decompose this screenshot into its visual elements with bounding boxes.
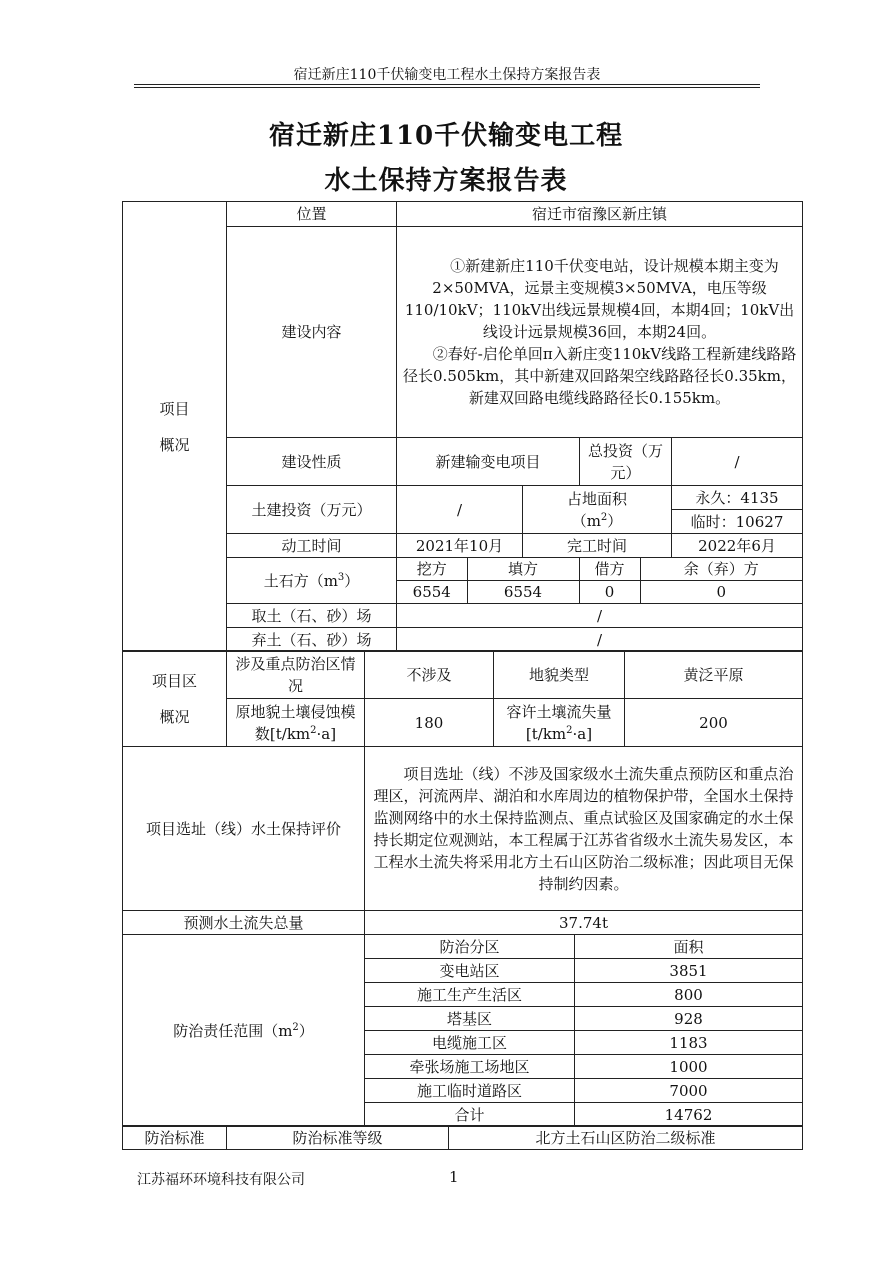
erosion-value: 180 [365, 699, 494, 747]
predicted-loss-value: 37.74t [365, 911, 803, 935]
key-zone-value: 不涉及 [365, 651, 494, 699]
earthwork-label: 土石方$(m^3)$ [227, 558, 397, 604]
land-area-label: 占地面积 $(m^2)$ [523, 486, 672, 534]
zone-area: 1000 [575, 1055, 803, 1079]
project-overview-table [122, 201, 803, 652]
excavation-header: 挖方 [397, 558, 467, 581]
fill-header: 填方 [467, 558, 579, 581]
permanent-area: 永久：4135 [672, 486, 803, 510]
project-area-table [122, 650, 803, 1127]
borrow-site-label: 取土（石、砂）场 [227, 604, 397, 628]
zone-area: 3851 [575, 959, 803, 983]
nature-value: 新建输变电项目 [397, 438, 580, 486]
content-para-2: ②春好-启伦单回π入新庄变110kV线路工程新建线路路径长0.505km，其中新建双回路架空线路路径长0.35km，新建双回路电缆线路路径长0.155km。 [403, 345, 797, 407]
landform-value: 黄泛平原 [625, 651, 803, 699]
footer-company: 江苏福环环境科技有限公司 [137, 1172, 305, 1188]
borrow-site-value: / [397, 604, 803, 628]
allowed-loss-value: 200 [625, 699, 803, 747]
allowed-loss-label: 容许土壤流失量$[t/km^2\cdot a]$ [494, 699, 625, 747]
location-value: 宿迁市宿豫区新庄镇 [397, 202, 803, 227]
total-invest-value: / [672, 438, 803, 486]
zone-total-value: 14762 [575, 1103, 803, 1127]
content-value [397, 227, 803, 438]
zone-area: 1183 [575, 1031, 803, 1055]
header-rule [134, 84, 760, 85]
page-header: 宿迁新庄110千伏输变电工程水土保持方案报告表 [293, 67, 601, 83]
zone-name: 施工生产生活区 [365, 983, 575, 1007]
content-para-1: ①新建新庄110千伏变电站，设计规模本期主变为2×50MVA，远景主变规模3×50MVA，电压等级110/10kV；110kV出线远景规模4回，本期4回；10kV出线设计远景规模36回，本期24回。 [404, 257, 795, 341]
excavation-value: 6554 [397, 581, 467, 604]
borrow-header: 借方 [579, 558, 640, 581]
area-column-header: 面积 [575, 935, 803, 959]
header-rule [134, 87, 760, 88]
predicted-loss-label: 预测水土流失总量 [123, 911, 365, 935]
end-label: 完工时间 [523, 534, 672, 558]
fill-value: 6554 [467, 581, 579, 604]
location-label: 位置 [227, 202, 397, 227]
zone-name: 施工临时道路区 [365, 1079, 575, 1103]
standard-level-value: 北方土石山区防治二级标准 [449, 1126, 803, 1150]
responsibility-label: 防治责任范围$(m^2)$ [123, 935, 365, 1127]
spoil-site-value: / [397, 628, 803, 652]
section-label: 项目 概况 [123, 202, 227, 652]
surplus-value: 0 [716, 583, 727, 601]
zone-area: 928 [575, 1007, 803, 1031]
nature-label: 建设性质 [227, 438, 397, 486]
erosion-label: 原地貌土壤侵蚀模数$[t/km^2\cdot a]$ [227, 699, 365, 747]
landform-label: 地貌类型 [494, 651, 625, 699]
document-subtitle: 水土保持方案报告表 [324, 166, 568, 196]
zone-area: 800 [575, 983, 803, 1007]
civil-invest-label: 土建投资（万元） [227, 486, 397, 534]
evaluation-text: 项目选址（线）不涉及国家级水土流失重点预防区和重点治理区，河流两岸、湖泊和水库周边的植物保护带，全国水土保持监测网络中的水土保持监测点、重点试验区及国家确定的水土保持长期定位观测站，本工程属于江苏省省级水土流失易发区，本工程水土流失将采用北方土石山区防治二级标准；因此项目无保持制约因素。 [365, 747, 803, 911]
key-zone-label: 涉及重点防治区情况 [227, 651, 365, 699]
zone-area: 7000 [575, 1079, 803, 1103]
earthwork-values [397, 558, 803, 604]
zone-name: 变电站区 [365, 959, 575, 983]
page-number: 1 [449, 1168, 459, 1186]
total-invest-label: 总投资（万元） [580, 438, 672, 486]
spoil-site-label: 弃土（石、砂）场 [227, 628, 397, 652]
zone-name: 电缆施工区 [365, 1031, 575, 1055]
document-title: 宿迁新庄110千伏输变电工程 [268, 121, 624, 151]
content-label: 建设内容 [227, 227, 397, 438]
zone-column-header: 防治分区 [365, 935, 575, 959]
zone-name: 牵张场施工场地区 [365, 1055, 575, 1079]
start-label: 动工时间 [227, 534, 397, 558]
temporary-area: 临时：10627 [672, 510, 803, 534]
surplus-header: 余（弃）方 [640, 558, 802, 581]
standard-label: 防治标准 [123, 1126, 227, 1150]
start-value: 2021年10月 [397, 534, 523, 558]
zone-total-label: 合计 [365, 1103, 575, 1127]
standard-level-label: 防治标准等级 [227, 1126, 449, 1150]
evaluation-label: 项目选址（线）水土保持评价 [123, 747, 365, 911]
area-section-label: 项目区 概况 [123, 651, 227, 747]
zone-name: 塔基区 [365, 1007, 575, 1031]
civil-invest-value: / [397, 486, 523, 534]
borrow-value: 0 [579, 581, 640, 604]
end-value: 2022年6月 [672, 534, 803, 558]
standard-table [122, 1125, 803, 1150]
